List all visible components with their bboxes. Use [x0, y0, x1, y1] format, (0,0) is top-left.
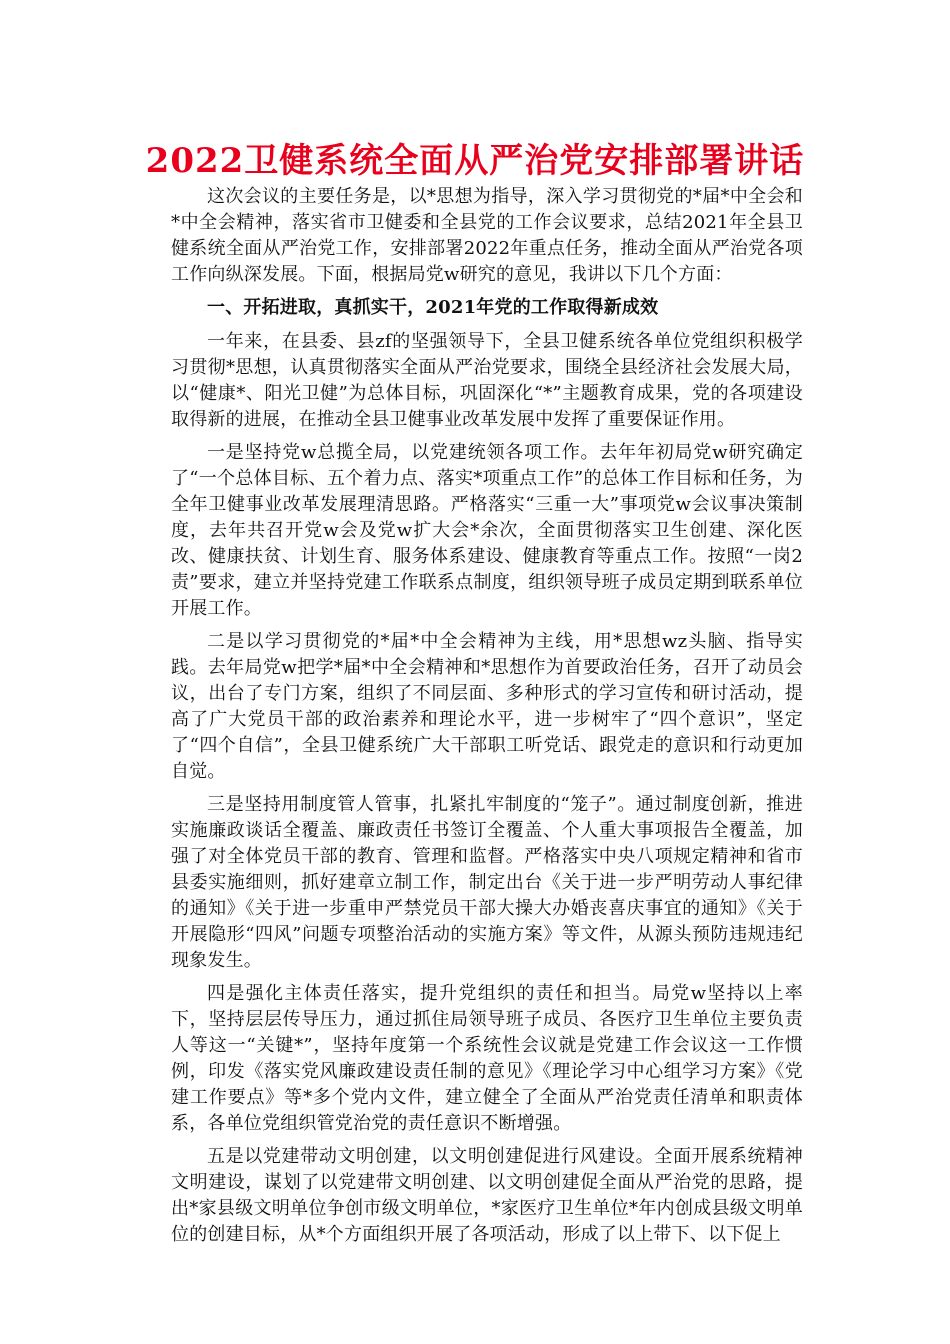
point-three-paragraph: 三是坚持用制度管人管事，扎紧扎牢制度的“笼子”。通过制度创新，推进实施廉政谈话全覆盖、廉政责任书签订全覆盖、个人重大事项报告全覆盖，加强了对全体党员干部的教育、管理和监督。严格落实中央八项规定精神和省市县委实施细则，抓好建章立制工作，制定出台《关于进一步严明劳动人事纪律的通知》《关于进一步重申严禁党员干部大操大办婚丧喜庆事宜的通知》《关于开展隐形“四风”问题专项整治活动的实施方案》等文件，从源头预防违规违纪现象发生。 — [171, 794, 803, 971]
point-one-paragraph: 一是坚持党w总揽全局，以党建统领各项工作。去年年初局党w研究确定了“一个总体目标、五个着力点、落实*项重点工作”的总体工作目标和任务，为全年卫健事业改革发展理清思路。严格落实“三重一大”事项党w会议事决策制度，去年共召开党w会及党w扩大会*余次，全面贯彻落实卫生创建、深化医改、健康扶贫、计划生育、服务体系建设、健康教育等重点工作。按照“一岗2责”要求，建立并坚持党建工作联系点制度，组织领导班子成员定期到联系单位开展工作。 — [171, 442, 803, 619]
section-heading-1: 一、开拓进取，真抓实干，2021年党的工作取得新成效 — [207, 297, 659, 318]
document-title: 2022卫健系统全面从严治党安排部署讲话 — [145, 141, 805, 181]
document-body — [171, 184, 803, 1255]
overview-paragraph: 一年来，在县委、县zf的坚强领导下，全县卫健系统各单位党组织积极学习贯彻*思想，认真贯彻落实全面从严治党要求，围绕全县经济社会发展大局，以“健康*、阳光卫健”为总体目标，巩固深化“*”主题教育成果，党的各项建设取得新的进展，在推动全县卫健事业改革发展中发挥了重要保证作用。 — [171, 331, 803, 430]
intro-paragraph: 这次会议的主要任务是，以*思想为指导，深入学习贯彻党的*届*中全会和*中全会精神，落实省市卫健委和全县党的工作会议要求，总结2021年全县卫健系统全面从严治党工作，安排部署2022年重点任务，推动全面从严治党各项工作向纵深发展。下面，根据局党w研究的意见，我讲以下几个方面： — [171, 186, 803, 285]
point-five-paragraph: 五是以党建带动文明创建，以文明创建促进行风建设。全面开展系统精神文明建设，谋划了以党建带文明创建、以文明创建促全面从严治党的思路，提出*家县级文明单位争创市级文明单位，*家医疗卫生单位*年内创成县级文明单位的创建目标，从*个方面组织开展了各项活动，形成了以上带下、以下促上 — [171, 1146, 803, 1245]
point-two-paragraph: 二是以学习贯彻党的*届*中全会精神为主线，用*思想wz头脑、指导实践。去年局党w把学*届*中全会精神和*思想作为首要政治任务，召开了动员会议，出台了专门方案，组织了不同层面、多种形式的学习宣传和研讨活动，提高了广大党员干部的政治素养和理论水平，进一步树牢了“四个意识”，坚定了“四个自信”，全县卫健系统广大干部职工听党话、跟党走的意识和行动更加自觉。 — [171, 631, 803, 782]
point-four-paragraph: 四是强化主体责任落实，提升党组织的责任和担当。局党w坚持以上率下，坚持层层传导压力，通过抓住局领导班子成员、各医疗卫生单位主要负责人等这一“关键*”，坚持年度第一个系统性会议就是党建工作会议这一工作惯例，印发《落实党风廉政建设责任制的意见》《理论学习中心组学习方案》《党建工作要点》等*多个党内文件，建立健全了全面从严治党责任清单和职责体系，各单位党组织管党治党的责任意识不断增强。 — [171, 983, 803, 1134]
